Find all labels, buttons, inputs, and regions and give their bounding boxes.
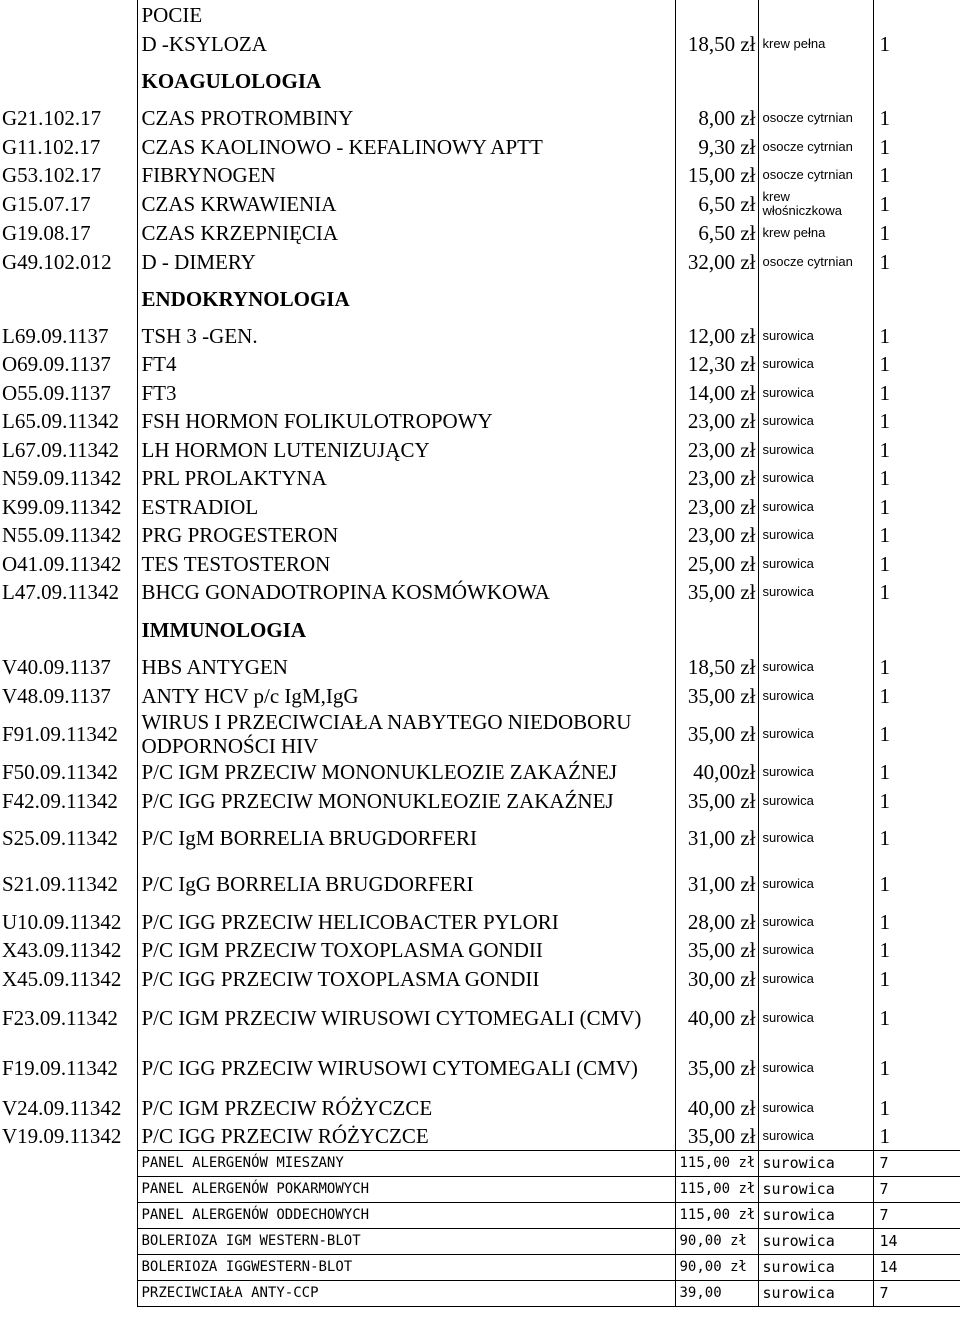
test-price: 14,00 zł <box>675 378 758 407</box>
sample-material: krew pełna <box>758 218 873 247</box>
turnaround-days: 1 <box>873 1093 960 1122</box>
test-price: 8,00 zł <box>675 104 758 132</box>
sample-material: surowica <box>758 1093 873 1122</box>
test-name: P/C IgM BORRELIA BRUGDORFERI <box>137 815 675 860</box>
sample-material: surowica <box>758 1202 873 1228</box>
test-name: P/C IGG PRZECIW TOXOPLASMA GONDII <box>137 964 675 993</box>
test-price <box>675 58 758 104</box>
test-code: K99.09.11342 <box>0 492 137 521</box>
price-row <box>0 578 960 606</box>
price-row <box>0 407 960 435</box>
price-row <box>0 218 960 247</box>
turnaround-days: 1 <box>873 378 960 407</box>
test-code: V19.09.11342 <box>0 1122 137 1150</box>
test-name: CZAS KRWAWIENIA <box>137 189 675 218</box>
test-code: G49.102.012 <box>0 247 137 276</box>
turnaround-days: 1 <box>873 653 960 681</box>
test-name: ANTY HCV p/c IgM,IgG <box>137 681 675 710</box>
test-name: P/C IgG BORRELIA BRUGDORFERI <box>137 860 675 907</box>
sample-material: surowica <box>758 464 873 492</box>
turnaround-days: 1 <box>873 350 960 378</box>
sample-material <box>758 606 873 653</box>
test-price: 15,00 zł <box>675 161 758 189</box>
sample-material: surowica <box>758 321 873 350</box>
test-name: P/C IGM PRZECIW RÓŻYCZCE <box>137 1093 675 1122</box>
test-code: F50.09.11342 <box>0 758 137 786</box>
test-price: 35,00 zł <box>675 936 758 964</box>
test-code: G21.102.17 <box>0 104 137 132</box>
sample-material: surowica <box>758 1150 873 1176</box>
price-row <box>0 464 960 492</box>
test-price: 32,00 zł <box>675 247 758 276</box>
test-code: F23.09.11342 <box>0 993 137 1042</box>
sample-material: surowica <box>758 350 873 378</box>
test-name: HBS ANTYGEN <box>137 653 675 681</box>
sample-material: surowica <box>758 936 873 964</box>
turnaround-days: 1 <box>873 578 960 606</box>
sample-material: surowica <box>758 786 873 815</box>
test-price: 28,00 zł <box>675 907 758 936</box>
test-code <box>0 1202 137 1228</box>
turnaround-days: 1 <box>873 104 960 132</box>
test-name: P/C IGG PRZECIW MONONUKLEOZIE ZAKAŹNEJ <box>137 786 675 815</box>
test-price: 35,00 zł <box>675 578 758 606</box>
sample-material: surowica <box>758 407 873 435</box>
test-price: 12,30 zł <box>675 350 758 378</box>
test-name: P/C IGM PRZECIW WIRUSOWI CYTOMEGALI (CMV) <box>137 993 675 1042</box>
test-name: CZAS KRZEPNIĘCIA <box>137 218 675 247</box>
test-name: BOLERIOZA IGGWESTERN-BLOT <box>137 1254 675 1280</box>
turnaround-days: 1 <box>873 247 960 276</box>
test-name: FSH HORMON FOLIKULOTROPOWY <box>137 407 675 435</box>
sample-material: surowica <box>758 1176 873 1202</box>
price-row <box>0 815 960 860</box>
price-row <box>0 549 960 578</box>
section-header-row <box>0 606 960 653</box>
test-code: G19.08.17 <box>0 218 137 247</box>
test-code: L67.09.11342 <box>0 435 137 464</box>
sample-material: surowica <box>758 907 873 936</box>
test-name: PRL PROLAKTYNA <box>137 464 675 492</box>
test-code: G53.102.17 <box>0 161 137 189</box>
sample-material: surowica <box>758 681 873 710</box>
test-price: 35,00 zł <box>675 1042 758 1093</box>
test-name: BHCG GONADOTROPINA KOSMÓWKOWA <box>137 578 675 606</box>
price-row <box>0 1228 960 1254</box>
price-row <box>0 1150 960 1176</box>
test-code: F42.09.11342 <box>0 786 137 815</box>
price-row <box>0 132 960 161</box>
test-code: S21.09.11342 <box>0 860 137 907</box>
price-row <box>0 29 960 58</box>
turnaround-days: 1 <box>873 758 960 786</box>
sample-material: surowica <box>758 710 873 758</box>
test-name: PRG PROGESTERON <box>137 521 675 549</box>
test-code: N59.09.11342 <box>0 464 137 492</box>
turnaround-days: 14 <box>873 1228 960 1254</box>
test-name: PANEL ALERGENÓW MIESZANY <box>137 1150 675 1176</box>
test-name: P/C IGG PRZECIW HELICOBACTER PYLORI <box>137 907 675 936</box>
test-code: X45.09.11342 <box>0 964 137 993</box>
price-row <box>0 993 960 1042</box>
test-code: N55.09.11342 <box>0 521 137 549</box>
test-price <box>675 606 758 653</box>
test-code: L65.09.11342 <box>0 407 137 435</box>
sample-material: surowica <box>758 435 873 464</box>
test-code: U10.09.11342 <box>0 907 137 936</box>
test-code: X43.09.11342 <box>0 936 137 964</box>
test-name: CZAS PROTROMBINY <box>137 104 675 132</box>
turnaround-days: 1 <box>873 993 960 1042</box>
test-code: S25.09.11342 <box>0 815 137 860</box>
sample-material: surowica <box>758 1228 873 1254</box>
price-row <box>0 1202 960 1228</box>
price-row <box>0 321 960 350</box>
test-price: 9,30 zł <box>675 132 758 161</box>
sample-material: surowica <box>758 1254 873 1280</box>
price-row <box>0 435 960 464</box>
test-price: 6,50 zł <box>675 189 758 218</box>
test-name: WIRUS I PRZECIWCIAŁA NABYTEGO NIEDOBORU ODPORNOŚCI HIV <box>137 710 675 758</box>
price-row <box>0 681 960 710</box>
turnaround-days: 1 <box>873 1122 960 1150</box>
turnaround-days: 1 <box>873 218 960 247</box>
test-code <box>0 0 137 29</box>
sample-material: osocze cytrnian <box>758 132 873 161</box>
test-price: 40,00 zł <box>675 993 758 1042</box>
test-name: D - DIMERY <box>137 247 675 276</box>
test-price: 23,00 zł <box>675 521 758 549</box>
test-price: 6,50 zł <box>675 218 758 247</box>
sample-material: osocze cytrnian <box>758 247 873 276</box>
test-code <box>0 29 137 58</box>
test-code: O55.09.1137 <box>0 378 137 407</box>
turnaround-days: 1 <box>873 189 960 218</box>
price-row <box>0 1042 960 1093</box>
test-price: 115,00 zł <box>675 1150 758 1176</box>
test-code <box>0 1228 137 1254</box>
price-row <box>0 1176 960 1202</box>
test-name: ESTRADIOL <box>137 492 675 521</box>
test-code: V48.09.1137 <box>0 681 137 710</box>
turnaround-days: 1 <box>873 681 960 710</box>
test-name: TSH 3 -GEN. <box>137 321 675 350</box>
test-price: 35,00 zł <box>675 786 758 815</box>
sample-material: surowica <box>758 860 873 907</box>
test-code <box>0 1280 137 1306</box>
test-price: 115,00 zł <box>675 1202 758 1228</box>
sample-material: osocze cytrnian <box>758 104 873 132</box>
test-name: P/C IGG PRZECIW RÓŻYCZCE <box>137 1122 675 1150</box>
sample-material: surowica <box>758 1042 873 1093</box>
price-row <box>0 1093 960 1122</box>
test-code: V40.09.1137 <box>0 653 137 681</box>
turnaround-days: 1 <box>873 464 960 492</box>
test-price <box>675 0 758 29</box>
test-name: P/C IGM PRZECIW MONONUKLEOZIE ZAKAŹNEJ <box>137 758 675 786</box>
test-name: P/C IGM PRZECIW TOXOPLASMA GONDII <box>137 936 675 964</box>
turnaround-days: 7 <box>873 1176 960 1202</box>
turnaround-days: 1 <box>873 435 960 464</box>
test-code: L69.09.1137 <box>0 321 137 350</box>
sample-material <box>758 276 873 321</box>
test-code <box>0 606 137 653</box>
price-row <box>0 936 960 964</box>
sample-material: surowica <box>758 492 873 521</box>
test-price: 35,00 zł <box>675 710 758 758</box>
turnaround-days: 7 <box>873 1202 960 1228</box>
test-price: 40,00zł <box>675 758 758 786</box>
price-row <box>0 189 960 218</box>
test-code: F19.09.11342 <box>0 1042 137 1093</box>
price-row <box>0 964 960 993</box>
test-name: P/C IGG PRZECIW WIRUSOWI CYTOMEGALI (CMV) <box>137 1042 675 1093</box>
turnaround-days: 1 <box>873 1042 960 1093</box>
sample-material: surowica <box>758 653 873 681</box>
turnaround-days: 1 <box>873 860 960 907</box>
test-name: IMMUNOLOGIA <box>137 606 675 653</box>
turnaround-days: 1 <box>873 407 960 435</box>
test-price: 18,50 zł <box>675 653 758 681</box>
turnaround-days: 1 <box>873 132 960 161</box>
test-name: PANEL ALERGENÓW ODDECHOWYCH <box>137 1202 675 1228</box>
sample-material: krew włośniczkowa <box>758 189 873 218</box>
turnaround-days: 1 <box>873 907 960 936</box>
test-price: 35,00 zł <box>675 681 758 710</box>
sample-material: surowica <box>758 521 873 549</box>
test-code <box>0 276 137 321</box>
test-code: V24.09.11342 <box>0 1093 137 1122</box>
turnaround-days: 1 <box>873 964 960 993</box>
price-row <box>0 1122 960 1150</box>
turnaround-days: 1 <box>873 492 960 521</box>
turnaround-days: 1 <box>873 161 960 189</box>
price-row <box>0 758 960 786</box>
sample-material: surowica <box>758 815 873 860</box>
price-row <box>0 710 960 758</box>
price-row <box>0 1280 960 1306</box>
test-name: KOAGULOLOGIA <box>137 58 675 104</box>
sample-material: surowica <box>758 964 873 993</box>
price-row <box>0 860 960 907</box>
test-price: 23,00 zł <box>675 407 758 435</box>
price-row <box>0 0 960 29</box>
test-price: 30,00 zł <box>675 964 758 993</box>
test-code <box>0 1150 137 1176</box>
test-code <box>0 1176 137 1202</box>
sample-material: surowica <box>758 578 873 606</box>
price-row <box>0 247 960 276</box>
sample-material: surowica <box>758 549 873 578</box>
turnaround-days: 1 <box>873 936 960 964</box>
test-price: 31,00 zł <box>675 815 758 860</box>
test-price: 12,00 zł <box>675 321 758 350</box>
price-row <box>0 378 960 407</box>
test-name: FT3 <box>137 378 675 407</box>
test-code <box>0 1254 137 1280</box>
test-code: G15.07.17 <box>0 189 137 218</box>
test-name: D -KSYLOZA <box>137 29 675 58</box>
test-code: O69.09.1137 <box>0 350 137 378</box>
turnaround-days: 1 <box>873 29 960 58</box>
test-price <box>675 276 758 321</box>
test-name: POCIE <box>137 0 675 29</box>
test-name: ENDOKRYNOLOGIA <box>137 276 675 321</box>
test-price: 18,50 zł <box>675 29 758 58</box>
test-name: TES TESTOSTERON <box>137 549 675 578</box>
test-name: CZAS KAOLINOWO - KEFALINOWY APTT <box>137 132 675 161</box>
sample-material: surowica <box>758 758 873 786</box>
turnaround-days: 7 <box>873 1280 960 1306</box>
turnaround-days <box>873 0 960 29</box>
price-row <box>0 521 960 549</box>
test-code <box>0 58 137 104</box>
test-name: LH HORMON LUTENIZUJĄCY <box>137 435 675 464</box>
turnaround-days: 1 <box>873 521 960 549</box>
turnaround-days <box>873 58 960 104</box>
test-price: 90,00 zł <box>675 1228 758 1254</box>
test-price: 35,00 zł <box>675 1122 758 1150</box>
test-price: 23,00 zł <box>675 464 758 492</box>
turnaround-days: 1 <box>873 710 960 758</box>
turnaround-days: 1 <box>873 549 960 578</box>
sample-material <box>758 0 873 29</box>
test-price: 40,00 zł <box>675 1093 758 1122</box>
turnaround-days: 1 <box>873 786 960 815</box>
test-code: L47.09.11342 <box>0 578 137 606</box>
section-header-row <box>0 58 960 104</box>
turnaround-days: 14 <box>873 1254 960 1280</box>
test-code: O41.09.11342 <box>0 549 137 578</box>
sample-material <box>758 58 873 104</box>
price-row <box>0 350 960 378</box>
price-row <box>0 161 960 189</box>
sample-material: surowica <box>758 993 873 1042</box>
sample-material: krew pełna <box>758 29 873 58</box>
test-name: FT4 <box>137 350 675 378</box>
test-name: FIBRYNOGEN <box>137 161 675 189</box>
test-price: 23,00 zł <box>675 492 758 521</box>
section-header-row <box>0 276 960 321</box>
test-price: 90,00 zł <box>675 1254 758 1280</box>
sample-material: osocze cytrnian <box>758 161 873 189</box>
test-name: PANEL ALERGENÓW POKARMOWYCH <box>137 1176 675 1202</box>
sample-material: surowica <box>758 1280 873 1306</box>
sample-material: surowica <box>758 378 873 407</box>
test-code: G11.102.17 <box>0 132 137 161</box>
price-row <box>0 492 960 521</box>
test-price: 115,00 zł <box>675 1176 758 1202</box>
test-price: 25,00 zł <box>675 549 758 578</box>
turnaround-days: 1 <box>873 321 960 350</box>
turnaround-days <box>873 606 960 653</box>
test-price: 31,00 zł <box>675 860 758 907</box>
test-price: 39,00 <box>675 1280 758 1306</box>
test-code: F91.09.11342 <box>0 710 137 758</box>
price-row <box>0 907 960 936</box>
sample-material: surowica <box>758 1122 873 1150</box>
turnaround-days: 7 <box>873 1150 960 1176</box>
turnaround-days: 1 <box>873 815 960 860</box>
price-row <box>0 653 960 681</box>
price-row <box>0 104 960 132</box>
turnaround-days <box>873 276 960 321</box>
test-name: BOLERIOZA IGM WESTERN-BLOT <box>137 1228 675 1254</box>
price-row <box>0 1254 960 1280</box>
test-price: 23,00 zł <box>675 435 758 464</box>
test-name: PRZECIWCIAŁA ANTY-CCP <box>137 1280 675 1306</box>
price-row <box>0 786 960 815</box>
